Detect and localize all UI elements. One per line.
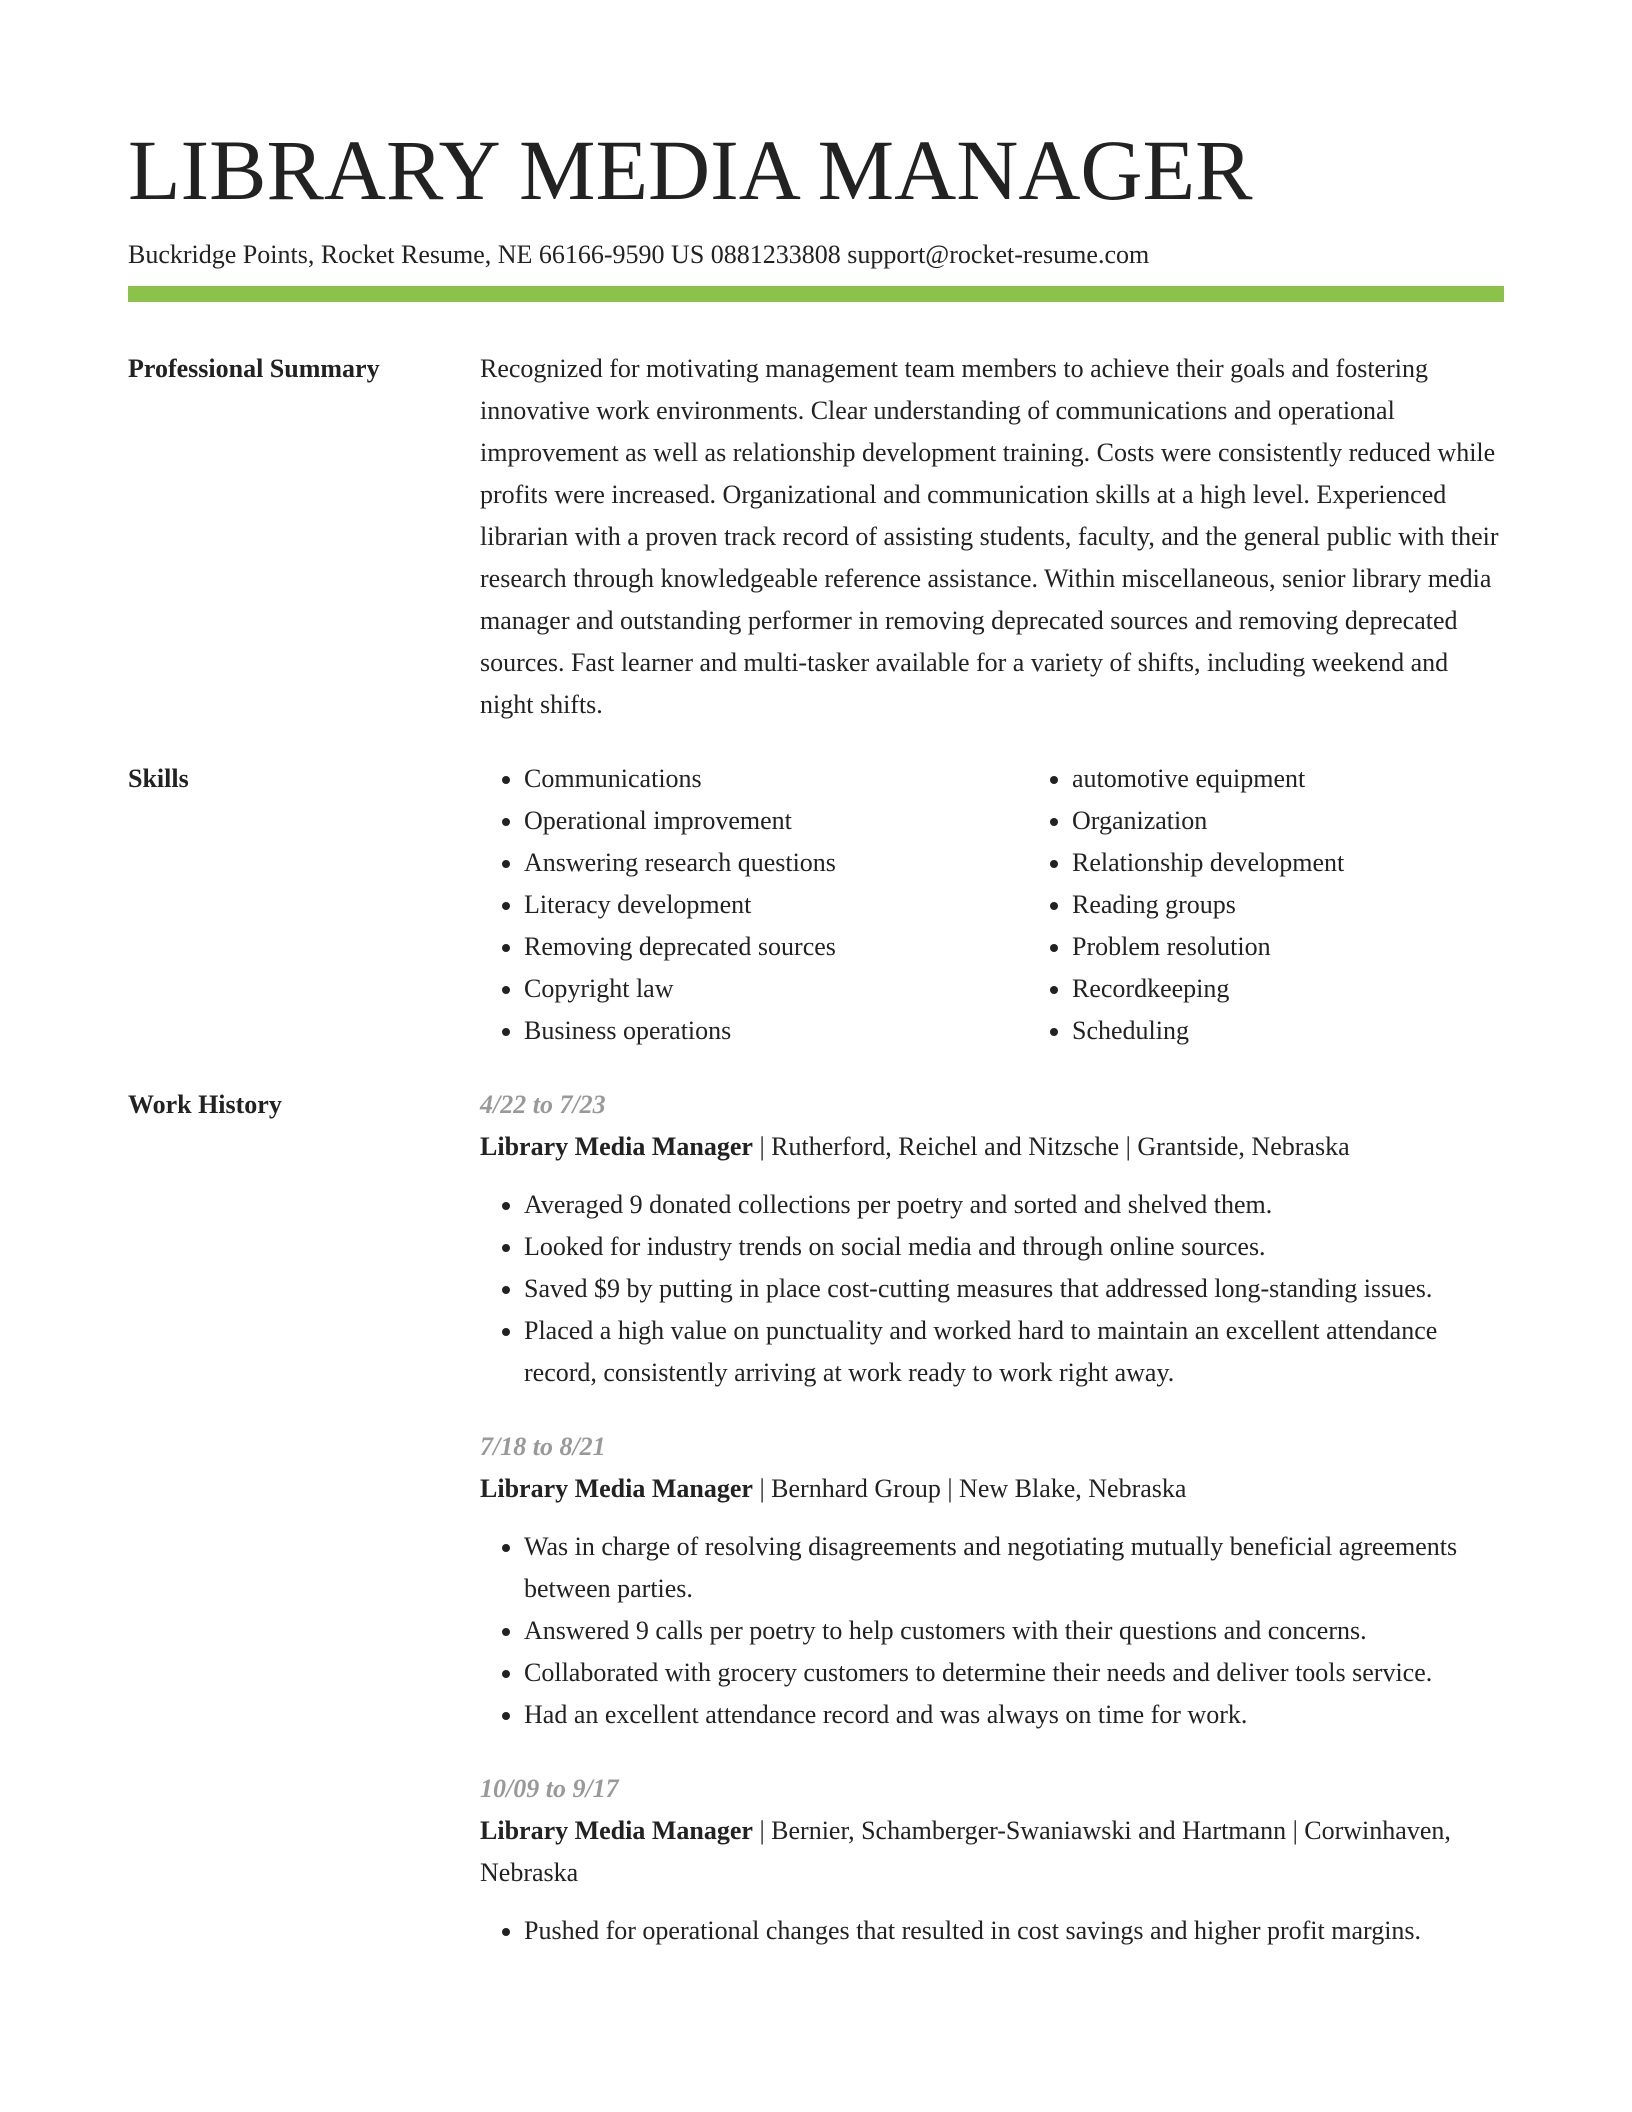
job-bullets [480, 1184, 1504, 1394]
skills-heading: Skills [128, 764, 189, 793]
skills-right-list [1028, 758, 1576, 1052]
job-heading [480, 1468, 1504, 1510]
contact-line [128, 238, 1504, 272]
skill-item: • Organization [1072, 800, 1576, 842]
job-bullet: • Answered 9 calls per poetry to help customers with their questions and concerns. [524, 1610, 1504, 1652]
resume-title: LIBRARY MEDIA MANAGER [128, 122, 1253, 218]
skill-item: • Removing deprecated sources [524, 926, 1028, 968]
contact-phone: 0881233808 [710, 240, 841, 269]
resume-header [128, 112, 1504, 272]
summary-heading: Professional Summary [128, 354, 380, 383]
job-bullet: • Placed a high value on punctuality and worked hard to maintain an excellent attendance record, consistently arriving at work ready to work right away. [524, 1310, 1504, 1394]
skill-item: • Relationship development [1072, 842, 1576, 884]
section-spacer [128, 726, 1504, 758]
work-history-heading: Work History [128, 1090, 282, 1119]
job-bullet: • Collaborated with grocery customers to determine their needs and deliver tools service. [524, 1652, 1504, 1694]
job-details: | Bernier, Schamberger-Swaniawski and Hartmann | Corwinhaven, Nebraska [480, 1816, 1451, 1887]
job-bullet: • Pushed for operational changes that resulted in cost savings and higher profit margins. [524, 1910, 1504, 1952]
skill-item: • Recordkeeping [1072, 968, 1576, 1010]
job-bullets [480, 1910, 1504, 1952]
contact-email: support@rocket-resume.com [847, 240, 1150, 269]
job-bullet: • Was in charge of resolving disagreements and negotiating mutually beneficial agreements between parties. [524, 1526, 1504, 1610]
job-bullet: • Looked for industry trends on social media and through online sources. [524, 1226, 1504, 1268]
job-dates: 7/18 to 8/21 [480, 1432, 606, 1461]
skill-item: • Scheduling [1072, 1010, 1576, 1052]
skill-item: • Literacy development [524, 884, 1028, 926]
skill-item: • Reading groups [1072, 884, 1576, 926]
accent-divider [128, 286, 1504, 302]
job-entry [480, 1426, 1504, 1736]
job-title: Library Media Manager [480, 1816, 753, 1845]
job-bullets [480, 1526, 1504, 1736]
job-entry [480, 1084, 1504, 1394]
skills-section [128, 758, 1504, 1052]
job-heading [480, 1810, 1504, 1894]
job-details: | Rutherford, Reichel and Nitzsche | Grantside, Nebraska [752, 1132, 1350, 1161]
skills-grid [480, 758, 1576, 1052]
skills-body [480, 758, 1576, 1052]
job-bullet: • Averaged 9 donated collections per poetry and sorted and shelved them. [524, 1184, 1504, 1226]
work-history-body [480, 1084, 1504, 1952]
skill-item: • Business operations [524, 1010, 1028, 1052]
job-title: Library Media Manager [480, 1132, 753, 1161]
job-dates: 4/22 to 7/23 [480, 1090, 606, 1119]
summary-body [480, 348, 1504, 726]
job-entry [480, 1768, 1504, 1952]
job-bullet: • Saved $9 by putting in place cost-cutting measures that addressed long-standing issues. [524, 1268, 1504, 1310]
work-history-section [128, 1084, 1504, 1952]
skill-item: • Operational improvement [524, 800, 1028, 842]
job-heading [480, 1126, 1504, 1168]
skill-item: • Communications [524, 758, 1028, 800]
summary-section [128, 348, 1504, 726]
skill-item: • Copyright law [524, 968, 1028, 1010]
job-title: Library Media Manager [480, 1474, 753, 1503]
job-dates: 10/09 to 9/17 [480, 1774, 619, 1803]
summary-text: Recognized for motivating management team members to achieve their goals and fostering innovative work environments. Clear understanding of communications and operational improvement as well as relationship development training. Costs were consistently reduced while profits were increased. Organizational and communication skills at a high level. Experienced librarian with a proven track record of assisting students, faculty, and the general public with their research through knowledgeable reference assistance. Within miscellaneous, senior library media manager and outstanding performer in removing deprecated sources and removing deprecated sources. Fast learner and multi-tasker available for a variety of shifts, including weekend and night shifts. [480, 354, 1499, 719]
contact-address: Buckridge Points, Rocket Resume, NE 66166-9590 US [128, 240, 705, 269]
job-bullet: • Had an excellent attendance record and was always on time for work. [524, 1694, 1504, 1736]
resume-content [128, 348, 1504, 1952]
skill-item: • automotive equipment [1072, 758, 1576, 800]
skill-item: • Problem resolution [1072, 926, 1576, 968]
section-spacer [128, 1052, 1504, 1084]
job-details: | Bernhard Group | New Blake, Nebraska [752, 1474, 1187, 1503]
skills-left-list [480, 758, 1028, 1052]
skill-item: • Answering research questions [524, 842, 1028, 884]
